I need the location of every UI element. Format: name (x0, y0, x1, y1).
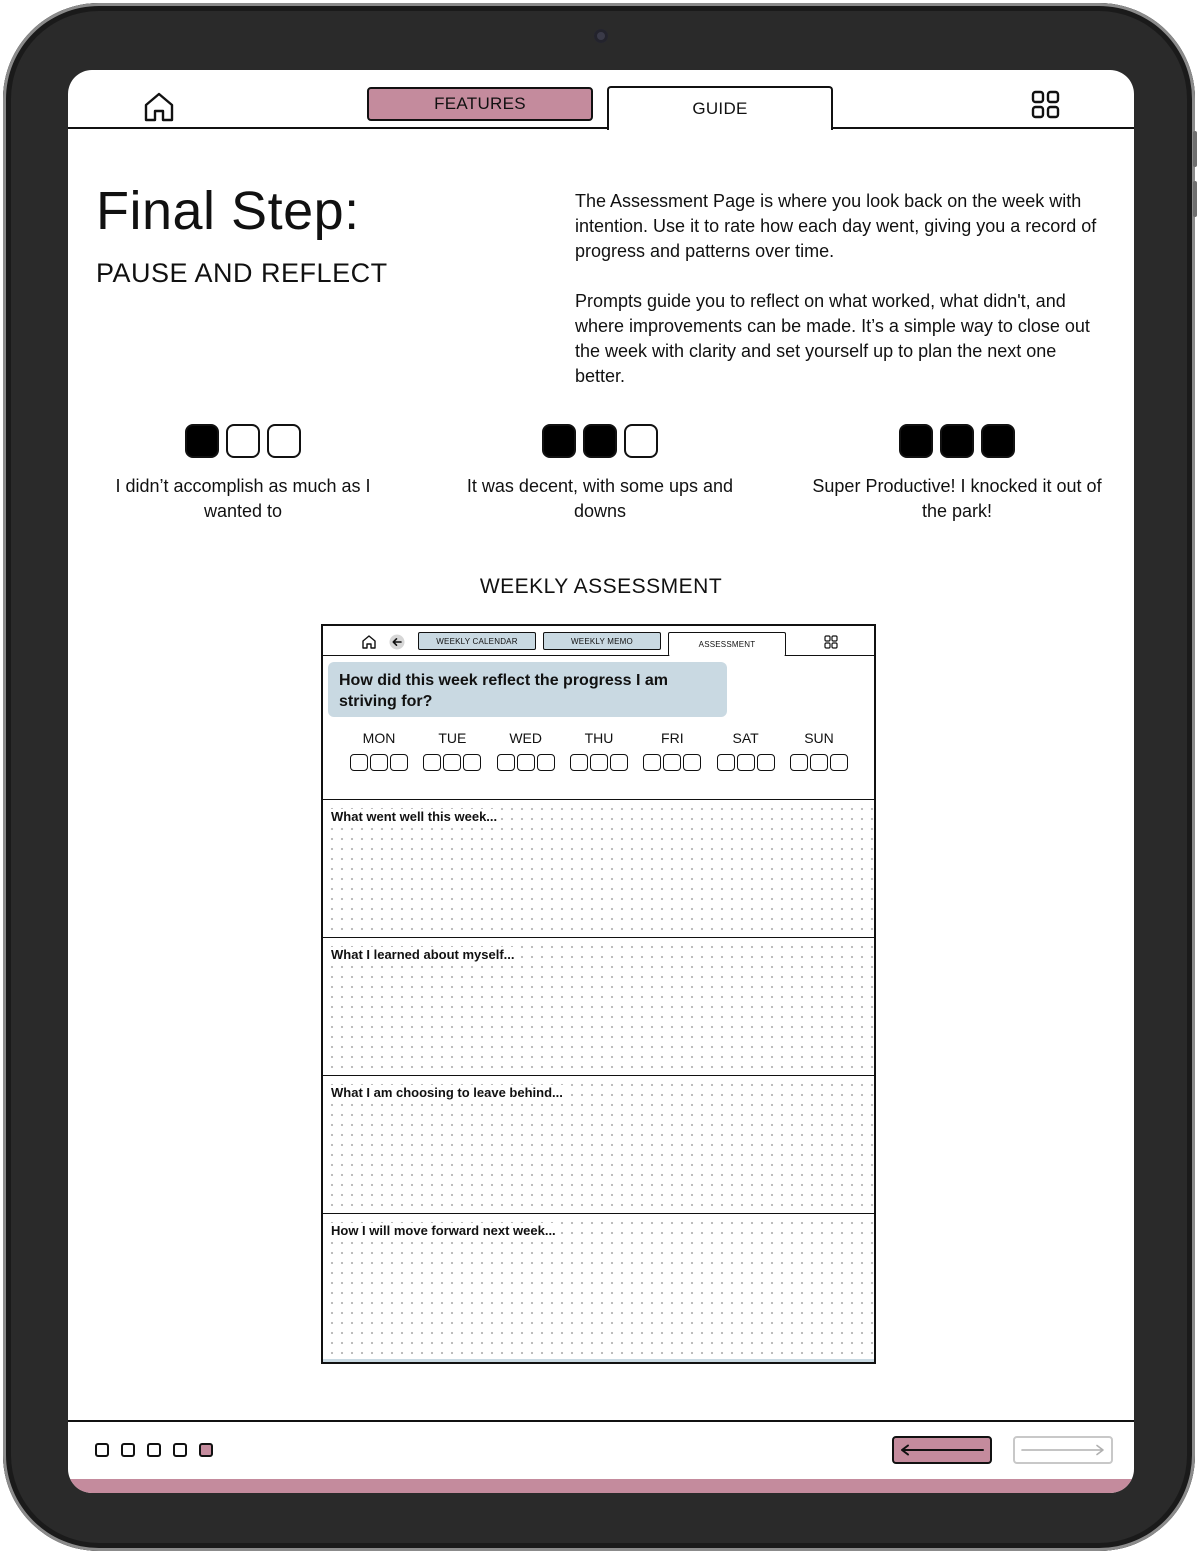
page-dot-active[interactable] (199, 1443, 213, 1457)
preview-question: How did this week reflect the progress I am striving for? (328, 662, 727, 717)
reflection-section (323, 799, 874, 937)
rating-boxes (450, 424, 750, 458)
page-dot[interactable] (173, 1443, 187, 1457)
rating-box (790, 754, 808, 771)
rating-box (757, 754, 775, 771)
previous-page-button[interactable] (892, 1436, 992, 1464)
rating-legend-text: It was decent, with some ups and downs (466, 476, 734, 521)
rating-box (350, 754, 368, 771)
back-arrow-icon (389, 634, 405, 650)
home-icon[interactable] (142, 90, 176, 124)
side-button-top (1193, 131, 1197, 167)
page-dot[interactable] (147, 1443, 161, 1457)
rating-box-empty (226, 424, 260, 458)
preview-tab-weekly-calendar: WEEKLY CALENDAR (418, 632, 536, 650)
rating-box-empty (267, 424, 301, 458)
day-rating (495, 730, 557, 771)
reflection-prompt: How I will move forward next week... (331, 1223, 556, 1238)
home-icon (361, 634, 377, 650)
top-nav-divider (68, 127, 1134, 129)
page-subtitle: PAUSE AND REFLECT (96, 258, 388, 288)
tab-features[interactable]: FEATURES (367, 87, 593, 121)
rating-box-filled (981, 424, 1015, 458)
rating-box (683, 754, 701, 771)
day-rating (788, 730, 850, 771)
grid-icon[interactable] (1031, 90, 1061, 120)
rating-box-filled (940, 424, 974, 458)
rating-box (423, 754, 441, 771)
reflection-section (323, 937, 874, 1075)
rating-box (717, 754, 735, 771)
description-paragraph: The Assessment Page is where you look back on the week with intention. Use it to rate how each day went, giving you a record of progress and patterns over time. (575, 191, 1097, 261)
day-rating (348, 730, 410, 771)
day-label: TUE (438, 730, 467, 746)
rating-legend-low (93, 424, 393, 524)
day-rating-boxes (788, 754, 850, 771)
day-rating (641, 730, 703, 771)
rating-box (390, 754, 408, 771)
page-dot[interactable] (121, 1443, 135, 1457)
reflection-prompt: What went well this week... (331, 809, 498, 824)
rating-box (737, 754, 755, 771)
day-rating-boxes (421, 754, 483, 771)
rating-box-empty (624, 424, 658, 458)
day-label: MON (362, 730, 396, 746)
day-rating (568, 730, 630, 771)
day-rating (715, 730, 777, 771)
day-rating (421, 730, 483, 771)
rating-box (830, 754, 848, 771)
rating-box (370, 754, 388, 771)
rating-box-filled (185, 424, 219, 458)
arrow-left-icon (899, 1444, 985, 1456)
day-label: SUN (804, 730, 834, 746)
rating-box (497, 754, 515, 771)
rating-boxes (93, 424, 393, 458)
preview-tab-assessment: ASSESSMENT (668, 632, 786, 656)
rating-legend-high (807, 424, 1107, 524)
arrow-right-icon (1020, 1444, 1106, 1456)
grid-icon (824, 635, 838, 649)
side-button-middle (1193, 181, 1197, 217)
day-rating-boxes (348, 754, 410, 771)
day-rating-boxes (641, 754, 703, 771)
day-rating-boxes (715, 754, 777, 771)
front-camera (594, 29, 608, 43)
screen (68, 70, 1134, 1493)
day-rating-boxes (568, 754, 630, 771)
screen-accent-bar (68, 1479, 1134, 1493)
preview-bottom-strip (323, 1359, 874, 1362)
preview-nav (323, 626, 874, 657)
rating-box-filled (542, 424, 576, 458)
assessment-page-preview (321, 624, 876, 1364)
rating-box (537, 754, 555, 771)
rating-box (643, 754, 661, 771)
rating-legend-text: Super Productive! I knocked it out of the park! (812, 476, 1102, 521)
day-label: SAT (732, 730, 759, 746)
page-indicator (95, 1443, 213, 1457)
rating-boxes (807, 424, 1107, 458)
weekly-assessment-heading: WEEKLY ASSESSMENT (479, 575, 723, 598)
description (575, 189, 1105, 389)
preview-tab-weekly-memo: WEEKLY MEMO (543, 632, 661, 650)
rating-box-filled (899, 424, 933, 458)
tab-guide[interactable]: GUIDE (607, 86, 833, 130)
preview-nav-divider (323, 655, 874, 656)
tablet-device-frame (3, 3, 1195, 1551)
rating-box-filled (583, 424, 617, 458)
reflection-section (323, 1075, 874, 1213)
rating-box (810, 754, 828, 771)
bottom-nav-divider (68, 1420, 1134, 1422)
next-page-button[interactable] (1013, 1436, 1113, 1464)
rating-box (590, 754, 608, 771)
reflection-section (323, 1213, 874, 1364)
reflection-prompt: What I am choosing to leave behind... (331, 1085, 563, 1100)
day-rating-boxes (495, 754, 557, 771)
rating-legend-text: I didn’t accomplish as much as I wanted to (115, 476, 371, 521)
preview-day-ratings (348, 730, 850, 771)
rating-box (463, 754, 481, 771)
rating-box (517, 754, 535, 771)
page-title: Final Step: (96, 181, 360, 241)
day-label: THU (584, 730, 614, 746)
reflection-prompt: What I learned about myself... (331, 947, 515, 962)
rating-box (443, 754, 461, 771)
rating-legend-mid (450, 424, 750, 524)
rating-box (570, 754, 588, 771)
description-paragraph: Prompts guide you to reflect on what worked, what didn't, and where improvements can be made. It’s a simple way to close out the week with clarity and set yourself up to plan the next one better. (575, 291, 1090, 386)
rating-box (610, 754, 628, 771)
day-label: FRI (661, 730, 684, 746)
page-dot[interactable] (95, 1443, 109, 1457)
rating-box (663, 754, 681, 771)
day-label: WED (509, 730, 542, 746)
